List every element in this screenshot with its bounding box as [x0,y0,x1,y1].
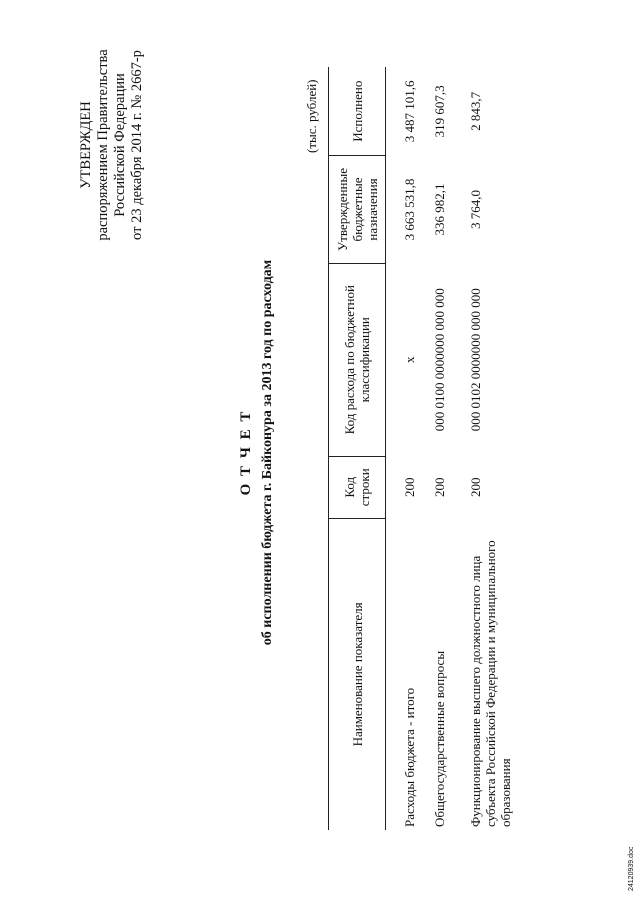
header-approved-amount: Утвержденные бюджетные назначения [329,156,386,263]
approval-stamp [78,25,146,265]
row-executed-amount: 319 607,3 [432,85,447,138]
row-line-code: 200 [402,477,417,498]
approval-authority: распоряжением Правительства [95,49,111,241]
file-reference: 24120939.doc [628,846,635,891]
row-classification-code: x [402,356,417,363]
row-line-code: 200 [432,477,447,498]
header-classification-code: Код расхода по бюджетной классификации [329,263,386,456]
header-indicator-name: Наименование показателя [329,518,386,830]
approval-heading: УТВЕРЖДЕН [78,101,94,189]
row-approved-amount: 3 663 531,8 [402,178,417,241]
table-row [386,67,425,830]
row-line-code: 200 [468,477,483,498]
row-name: Расходы бюджета - итого [402,687,417,827]
row-classification-code: 000 0100 0000000 000 000 [432,288,447,432]
report-title: О Т Ч Е Т [238,409,254,496]
table-row [460,67,518,830]
row-executed-amount: 2 843,7 [468,91,483,131]
header-executed-amount: Исполнено [329,67,386,156]
approval-date-number: от 23 декабря 2014 г. № 2667-р [129,50,145,240]
row-approved-amount: 3 764,0 [468,190,483,229]
report-subtitle: об исполнении бюджета г. Байконура за 2013 год по расходам [260,259,275,646]
row-approved-amount: 336 982,1 [432,183,447,236]
units-note: (тыс. рублей) [304,79,319,153]
row-name: Общегосударственные вопросы [432,650,447,827]
header-line-code: Код строки [329,456,386,518]
table-row [424,67,460,830]
row-executed-amount: 3 487 101,6 [402,80,417,143]
table-header-row [329,67,386,830]
approval-country: Российской Федерации [112,73,128,217]
expenditure-table [328,67,518,830]
row-classification-code: 000 0102 0000000 000 000 [468,288,483,432]
row-name: Функционирование высшего должностного лица субъекта Российской Федерации и муниципального образования [468,540,513,827]
